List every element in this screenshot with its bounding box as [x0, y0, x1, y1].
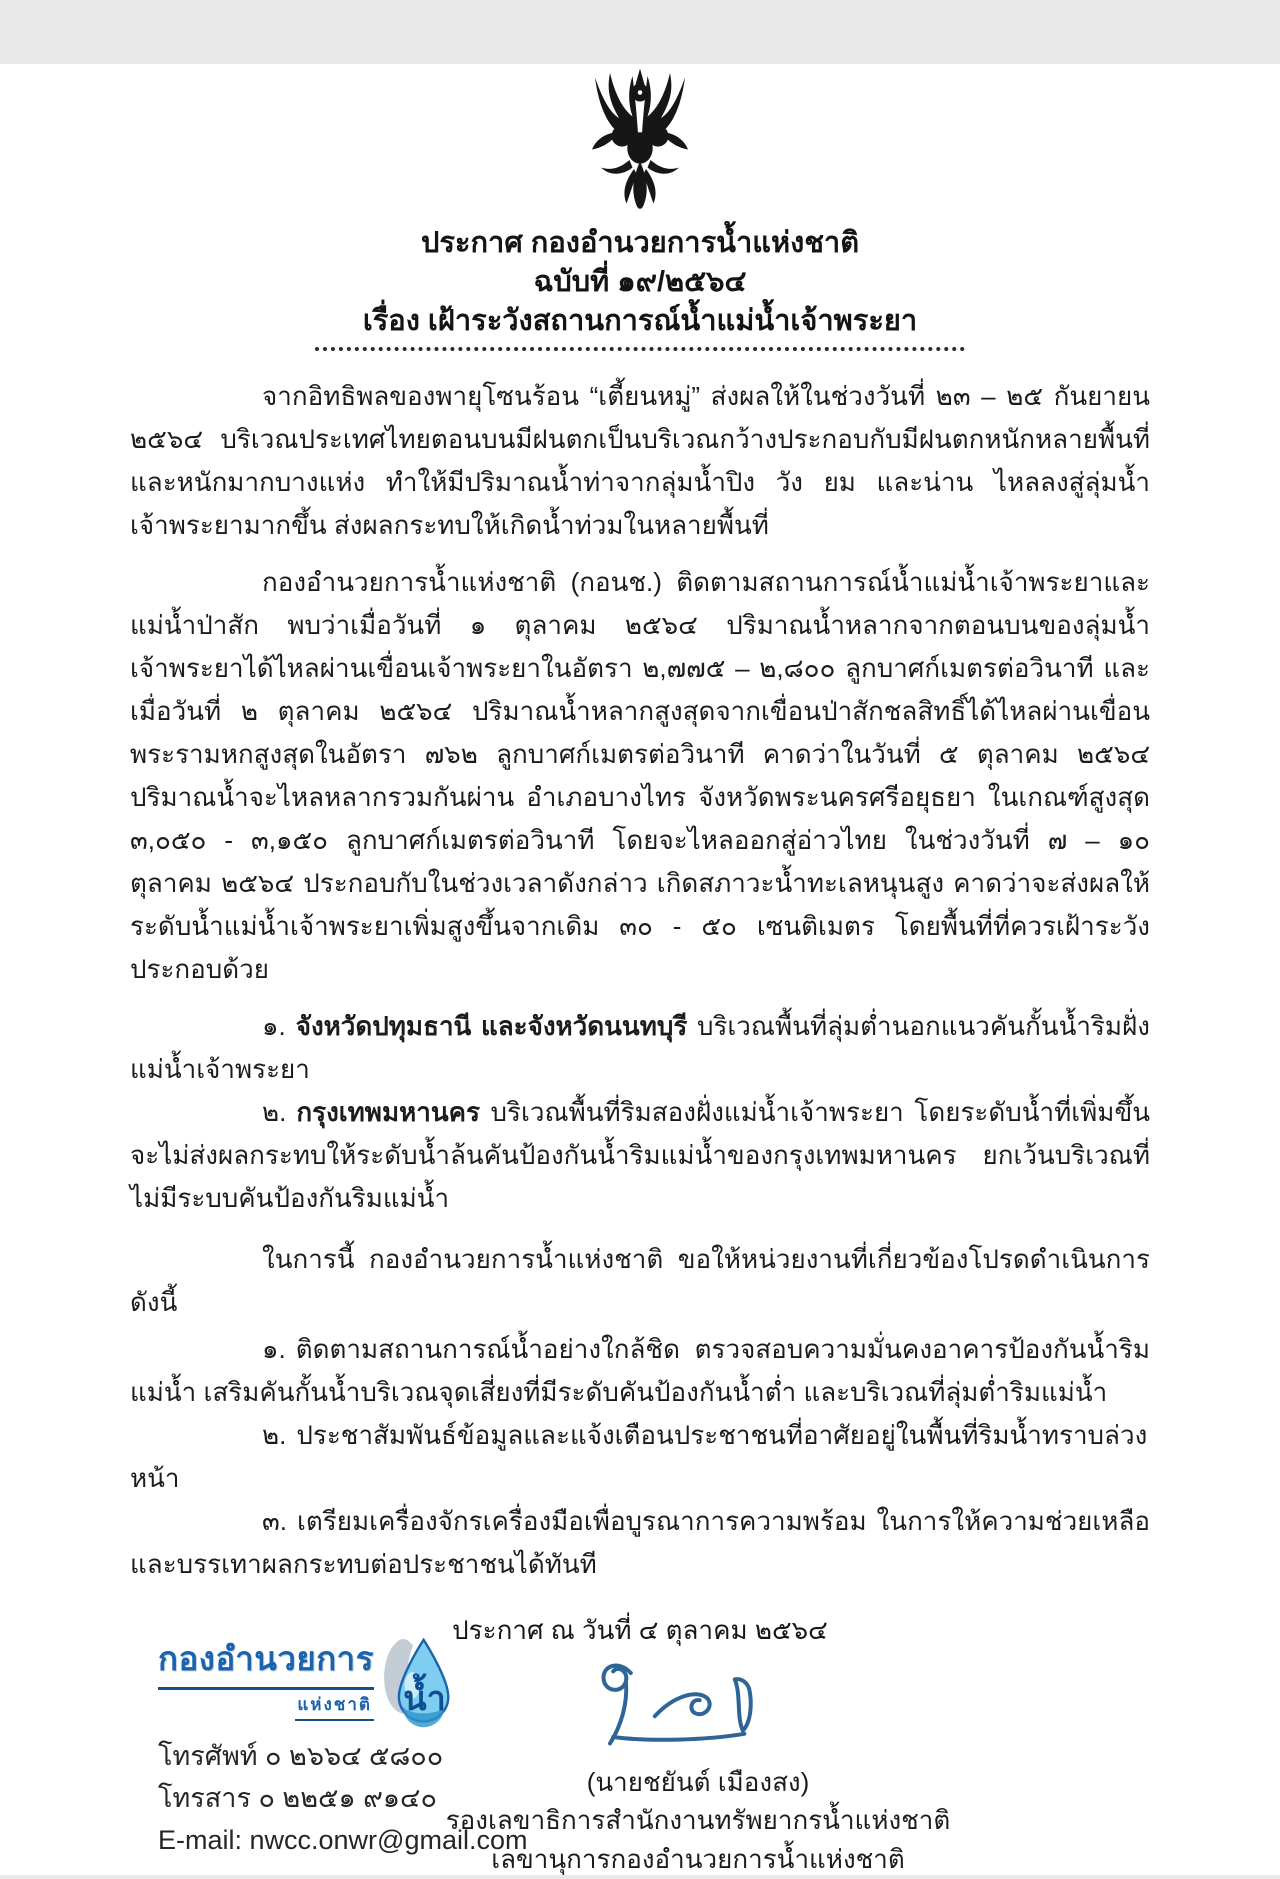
paragraph-storm-impact: จากอิทธิพลของพายุโซนร้อน “เตี้ยนหมู่” ส่งผลให้ในช่วงวันที่ ๒๓ – ๒๕ กันยายน ๒๕๖๔ บริเวณประเทศไทยตอนบนมีฝนตกเป็นบริเวณกว้างประกอบกับมีฝนตกหนักหลายพื้นที่และหนักมากบางแห่ง ทำให้มีปริมาณน้ำท่าจากลุ่มน้ำปิง วัง ยม และน่าน ไหลลงสู่ลุ่มน้ำเจ้าพระยามากขึ้น ส่งผลกระทบให้เกิดน้ำท่วมในหลายพื้นที่ — [130, 381, 1150, 540]
logo-main-text: กองอำนวยการ — [158, 1632, 374, 1690]
item-number: ๒. — [262, 1097, 287, 1127]
item-number: ๑. — [262, 1334, 286, 1364]
signer-title-1: รองเลขาธิการสำนักงานทรัพยากรน้ำแห่งชาติ — [445, 1805, 951, 1835]
signer-title-2: เลขานุการกองอำนวยการน้ำแห่งชาติ — [491, 1844, 905, 1874]
issued-date-line: ประกาศ ณ วันที่ ๔ ตุลาคม ๒๕๖๔ — [452, 1615, 828, 1645]
action-text: ติดตามสถานการณ์น้ำอย่างใกล้ชิด ตรวจสอบความมั่นคงอาคารป้องกันน้ำริมแม่น้ำ เสริมคันกั้นน้ำบริเวณจุดเสี่ยงที่มีระดับคันป้องกันน้ำต่ำ และบริเวณที่ลุ่มต่ำริมแม่น้ำ — [130, 1334, 1150, 1407]
watch-area-item-2 — [130, 1091, 1150, 1220]
water-drop-icon — [376, 1636, 456, 1731]
item-number: ๑. — [262, 1011, 286, 1041]
action-item-3 — [130, 1500, 1150, 1586]
nwcc-logo — [158, 1635, 527, 1731]
logo-drop-label: น้ำ — [403, 1680, 446, 1719]
signature-ink-icon — [574, 1657, 822, 1761]
watch-area-detail: บริเวณพื้นที่ลุ่มต่ำนอกแนวคันกั้นน้ำริมฝั่งแม่น้ำเจ้าพระยา — [130, 1011, 1150, 1084]
paragraph-water-situation: กองอำนวยการน้ำแห่งชาติ (กอนช.) ติดตามสถานการณ์น้ำแม่น้ำเจ้าพระยาและแม่น้ำป่าสัก พบว่าเมื่อวันที่ ๑ ตุลาคม ๒๕๖๔ ปริมาณน้ำหลากจากตอนบนของลุ่มน้ำเจ้าพระยาได้ไหลผ่านเขื่อนเจ้าพระยาในอัตรา ๒,๗๗๕ – ๒,๘๐๐ ลูกบาศก์เมตรต่อวินาที และเมื่อวันที่ ๒ ตุลาคม ๒๕๖๔ ปริมาณน้ำหลากสูงสุดจากเขื่อนป่าสักชลสิทธิ์ได้ไหลผ่านเขื่อนพระรามหกสูงสุดในอัตรา ๗๖๒ ลูกบาศก์เมตรต่อวินาที คาดว่าในวันที่ ๕ ตุลาคม ๒๕๖๔ ปริมาณน้ำจะไหลหลากรวมกันผ่าน อำเภอบางไทร จังหวัดพระนครศรีอยุธยา ในเกณฑ์สูงสุด ๓,๐๕๐ - ๓,๑๕๐ ลูกบาศก์เมตรต่อวินาที โดยจะไหลออกสู่อ่าวไทย ในช่วงวันที่ ๗ – ๑๐ ตุลาคม ๒๕๖๔ ประกอบกับในช่วงเวลาดังกล่าว เกิดสภาวะน้ำทะเลหนุนสูง คาดว่าจะส่งผลให้ระดับน้ำแม่น้ำเจ้าพระยาเพิ่มสูงขึ้นจากเดิม ๓๐ - ๕๐ เซนติเมตร โดยพื้นที่ที่ควรเฝ้าระวังประกอบด้วย — [130, 567, 1150, 984]
watch-area-detail: บริเวณพื้นที่ริมสองฝั่งแม่น้ำเจ้าพระยา โดยระดับน้ำที่เพิ่มขึ้นจะไม่ส่งผลกระทบให้ระดับน้ำล้นคันป้องกันน้ำริมแม่น้ำของกรุงเทพมหานคร ยกเว้นบริเวณที่ไม่มีระบบคันป้องกันริมแม่น้ำ — [130, 1097, 1150, 1213]
action-item-2 — [130, 1414, 1150, 1500]
watch-area-item-1 — [130, 1005, 1150, 1091]
announcement-title: ประกาศ กองอำนวยการน้ำแห่งชาติ — [420, 227, 860, 259]
watch-area-provinces: จังหวัดปทุมธานี และจังหวัดนนทบุรี — [295, 1011, 688, 1041]
logo-sub-text: แห่งชาติ — [295, 1691, 374, 1721]
action-item-1 — [130, 1328, 1150, 1414]
item-number: ๓. — [262, 1506, 287, 1536]
dotted-divider — [315, 347, 965, 351]
action-text: เตรียมเครื่องจักรเครื่องมือเพื่อบูรณาการความพร้อม ในการให้ความช่วยเหลือและบรรเทาผลกระทบต่อประชาชนได้ทันที — [130, 1506, 1150, 1579]
watch-area-provinces: กรุงเทพมหานคร — [296, 1097, 480, 1127]
document-heading — [0, 224, 1280, 351]
item-number: ๒. — [262, 1420, 287, 1450]
footer-phone: โทรศัพท์ ๐ ๒๖๖๔ ๕๘๐๐ — [158, 1741, 444, 1771]
footer — [158, 1635, 527, 1861]
request-intro: ในการนี้ กองอำนวยการน้ำแห่งชาติ ขอให้หน่วยงานที่เกี่ยวข้องโปรดดำเนินการ ดังนี้ — [130, 1244, 1150, 1317]
subject-line: เรื่อง เฝ้าระวังสถานการณ์น้ำแม่น้ำเจ้าพระยา — [362, 305, 918, 337]
garuda-emblem-icon — [564, 64, 716, 214]
signer-name: (นายชยันต์ เมืองสง) — [586, 1767, 810, 1797]
issue-number: ฉบับที่ ๑๙/๒๕๖๔ — [533, 266, 747, 298]
nwcc-logo-text — [158, 1632, 374, 1731]
footer-email: E-mail: nwcc.onwr@gmail.com — [158, 1825, 528, 1855]
footer-fax: โทรสาร ๐ ๒๒๕๑ ๙๑๔๐ — [158, 1783, 437, 1813]
action-text: ประชาสัมพันธ์ข้อมูลและแจ้งเตือนประชาชนที่อาศัยอยู่ในพื้นที่ริมน้ำทราบล่วงหน้า — [130, 1420, 1148, 1493]
document-page — [0, 64, 1280, 1875]
